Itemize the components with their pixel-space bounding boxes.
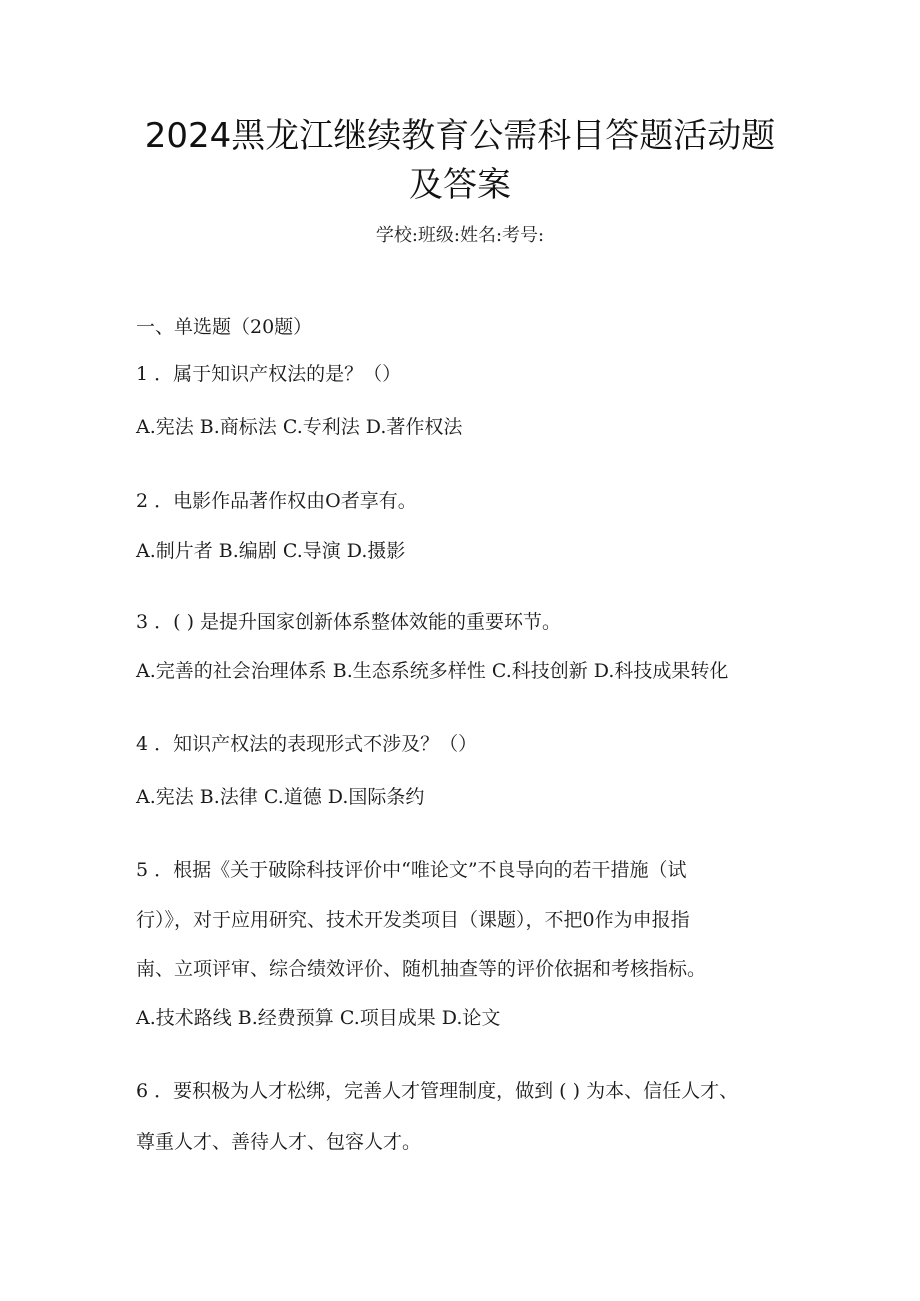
- question-5-options: A.技术路线 B.经费预算 C.项目成果 D.论文: [136, 1007, 501, 1029]
- section-heading: 一、单选题（20题）: [136, 316, 313, 338]
- question-2-options: A.制片者 B.编剧 C.导演 D.摄影: [136, 540, 406, 562]
- question-6-stem-line-2: 尊重人才、善待人才、包容人才。: [136, 1131, 422, 1153]
- question-5-stem-line-1: 5 ．根据《关于破除科技评价中“唯论文”不良导向的若干措施（试: [136, 859, 687, 881]
- document-title-line-1: 2024黑龙江继续教育公需科目答题活动题: [144, 116, 776, 156]
- question-5-stem-line-3: 南、立项评审、综合绩效评价、随机抽查等的评价依据和考核指标。: [136, 958, 707, 980]
- question-3-stem: 3 ．( ) 是提升国家创新体系整体效能的重要环节。: [136, 611, 562, 633]
- question-1-options: A.宪法 B.商标法 C.专利法 D.著作权法: [136, 416, 463, 438]
- document-title-line-2: 及答案: [409, 165, 511, 205]
- question-5-stem-line-2: 行）》，对于应用研究、技术开发类项目（课题），不把0作为申报指: [136, 909, 690, 931]
- question-3-options: A.完善的社会治理体系 B.生态系统多样性 C.科技创新 D.科技成果转化: [136, 660, 729, 682]
- question-6-stem-line-1: 6 ．要积极为人才松绑，完善人才管理制度，做到 ( ) 为本、信任人才、: [136, 1080, 739, 1102]
- student-info-fields: 学校:班级:姓名:考号:: [375, 225, 545, 246]
- question-4-stem: 4 ．知识产权法的表现形式不涉及？（）: [136, 733, 478, 755]
- question-1-stem: 1 ．属于知识产权法的是？（）: [136, 363, 402, 385]
- question-4-options: A.宪法 B.法律 C.道德 D.国际条约: [136, 786, 425, 808]
- question-2-stem: 2 ．电影作品著作权由O者享有。: [136, 490, 417, 512]
